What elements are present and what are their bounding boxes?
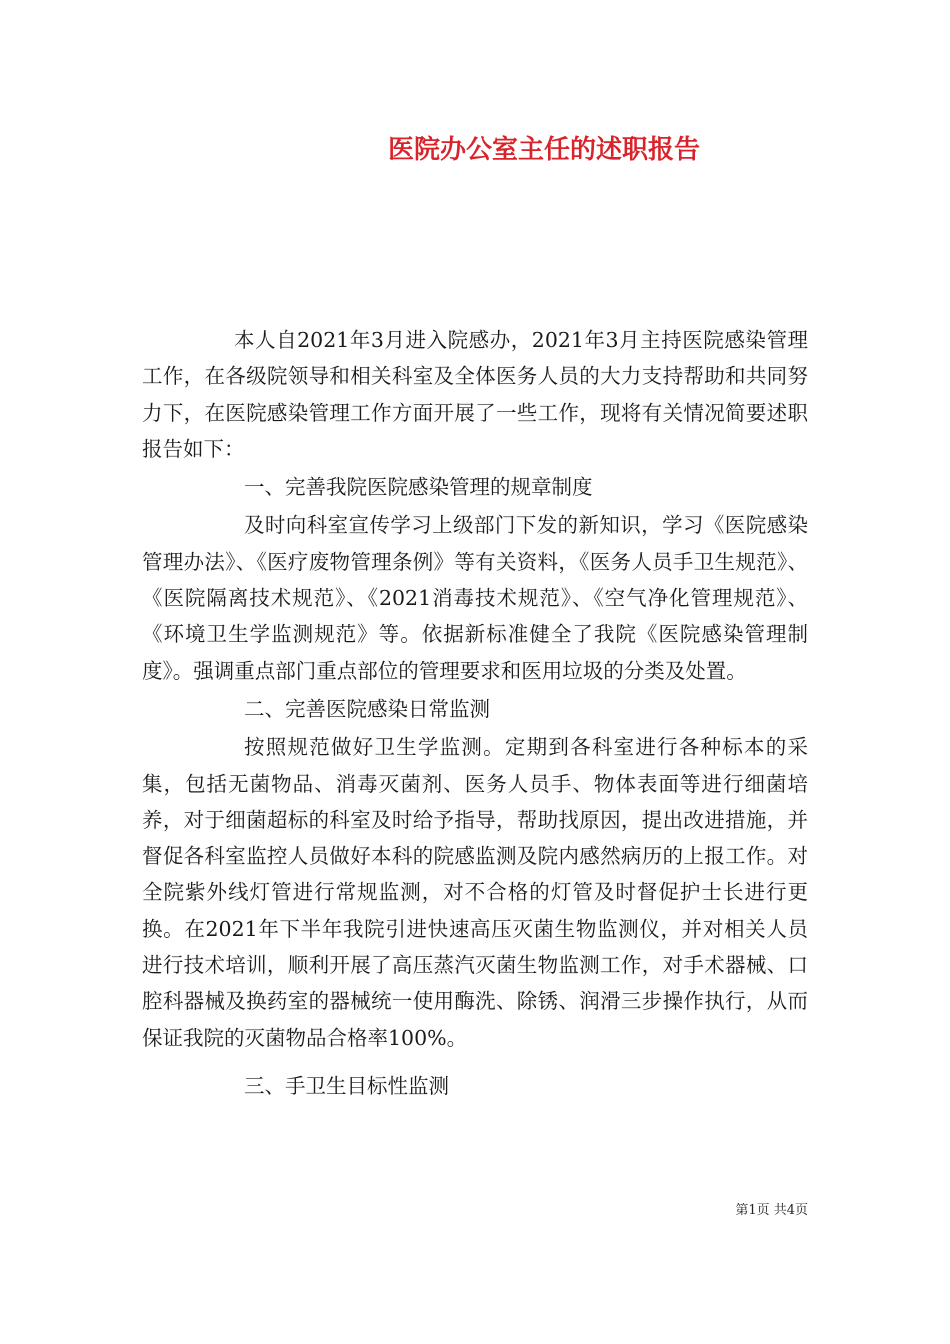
document-body: [142, 322, 808, 1104]
page-number: 第1页 共4页: [735, 1203, 808, 1218]
page-title: 医院办公室主任的述职报告: [387, 135, 700, 165]
intro-paragraph: 本人自2021年3月进入院感办，2021年3月主持医院感染管理工作，在各级院领导和相关科室及全体医务人员的大力支持帮助和共同努力下，在医院感染管理工作方面开展了一些工作，现将有关情况简要述职报告如下：: [142, 328, 808, 461]
section-body-2: 按照规范做好卫生学监测。定期到各科室进行各种标本的采集，包括无菌物品、消毒灭菌剂、医务人员手、物体表面等进行细菌培养，对于细菌超标的科室及时给予指导，帮助找原因，提出改进措施，并督促各科室监控人员做好本科的院感监测及院内感然病历的上报工作。对全院紫外线灯管进行常规监测，对不合格的灯管及时督促护士长进行更换。在2021年下半年我院引进快速高压灭菌生物监测仪，并对相关人员进行技术培训，顺利开展了高压蒸汽灭菌生物监测工作，对手术器械、口腔科器械及换药室的器械统一使用酶洗、除锈、润滑三步操作执行，从而保证我院的灭菌物品合格率100%。: [142, 735, 808, 1050]
section-body-1: 及时向科室宣传学习上级部门下发的新知识，学习《医院感染管理办法》、《医疗废物管理条例》等有关资料，《医务人员手卫生规范》、《医院隔离技术规范》、《2021消毒技术规范》、《空气净化管理规范》、《环境卫生学监测规范》等。依据新标准健全了我院《医院感染管理制度》。强调重点部门重点部位的管理要求和医用垃圾的分类及处置。: [142, 513, 808, 683]
section-heading-3: 三、手卫生目标性监测: [244, 1073, 449, 1098]
section-heading-1: 一、完善我院医院感染管理的规章制度: [244, 475, 593, 500]
section-heading-2: 二、完善医院感染日常监测: [244, 696, 490, 721]
